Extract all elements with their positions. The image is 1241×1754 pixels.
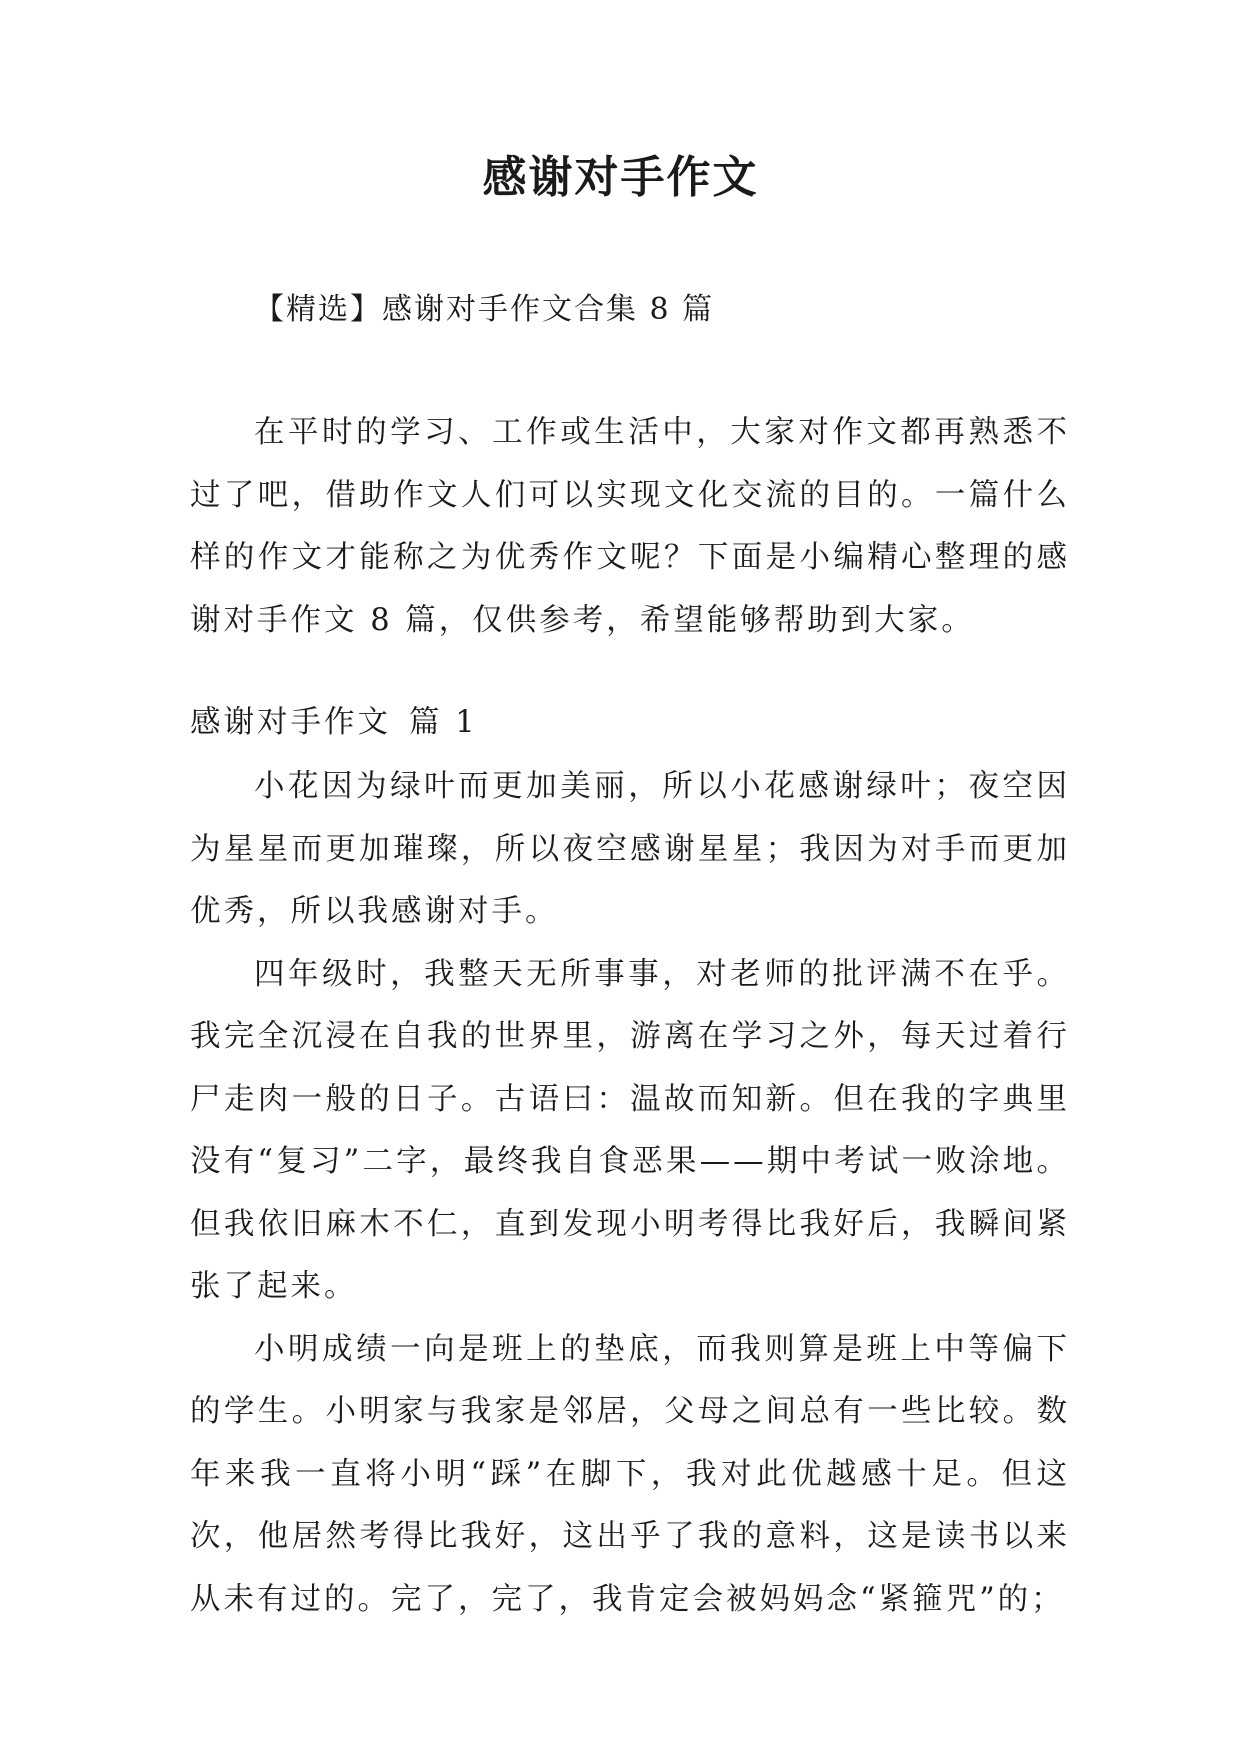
section-body: [190, 756, 1070, 1631]
intro-paragraph: 在平时的学习、工作或生活中，大家对作文都再熟悉不过了吧，借助作文人们可以实现文化交流的目的。一篇什么样的作文才能称之为优秀作文呢？下面是小编精心整理的感谢对手作文 8 篇，仅供参考，希望能够帮助到大家。: [190, 415, 1070, 638]
document-subtitle: 【精选】感谢对手作文合集 8 篇: [254, 292, 715, 327]
section-paragraph: 小花因为绿叶而更加美丽，所以小花感谢绿叶；夜空因为星星而更加璀璨，所以夜空感谢星星；我因为对手而更加优秀，所以我感谢对手。: [190, 769, 1070, 929]
section-paragraph: 四年级时，我整天无所事事，对老师的批评满不在乎。我完全沉浸在自我的世界里，游离在学习之外，每天过着行尸走肉一般的日子。古语曰：温故而知新。但在我的字典里没有“复习”二字，最终我自食恶果——期中考试一败涂地。但我依旧麻木不仁，直到发现小明考得比我好后，我瞬间紧张了起来。: [190, 956, 1070, 1304]
section-heading-part: 篇 1: [409, 705, 478, 740]
document-title: 感谢对手作文: [482, 152, 759, 203]
intro-block: [190, 402, 1070, 652]
section-heading-title: 感谢对手作文: [190, 705, 391, 740]
section-paragraph: 小明成绩一向是班上的垫底，而我则算是班上中等偏下的学生。小明家与我家是邻居，父母之间总有一些比较。数年来我一直将小明“踩”在脚下，我对此优越感十足。但这次，他居然考得比我好，这出乎了我的意料，这是读书以来从未有过的。完了，完了，我肯定会被妈妈念“紧箍咒”的；: [190, 1331, 1070, 1617]
section-heading: [190, 692, 478, 755]
